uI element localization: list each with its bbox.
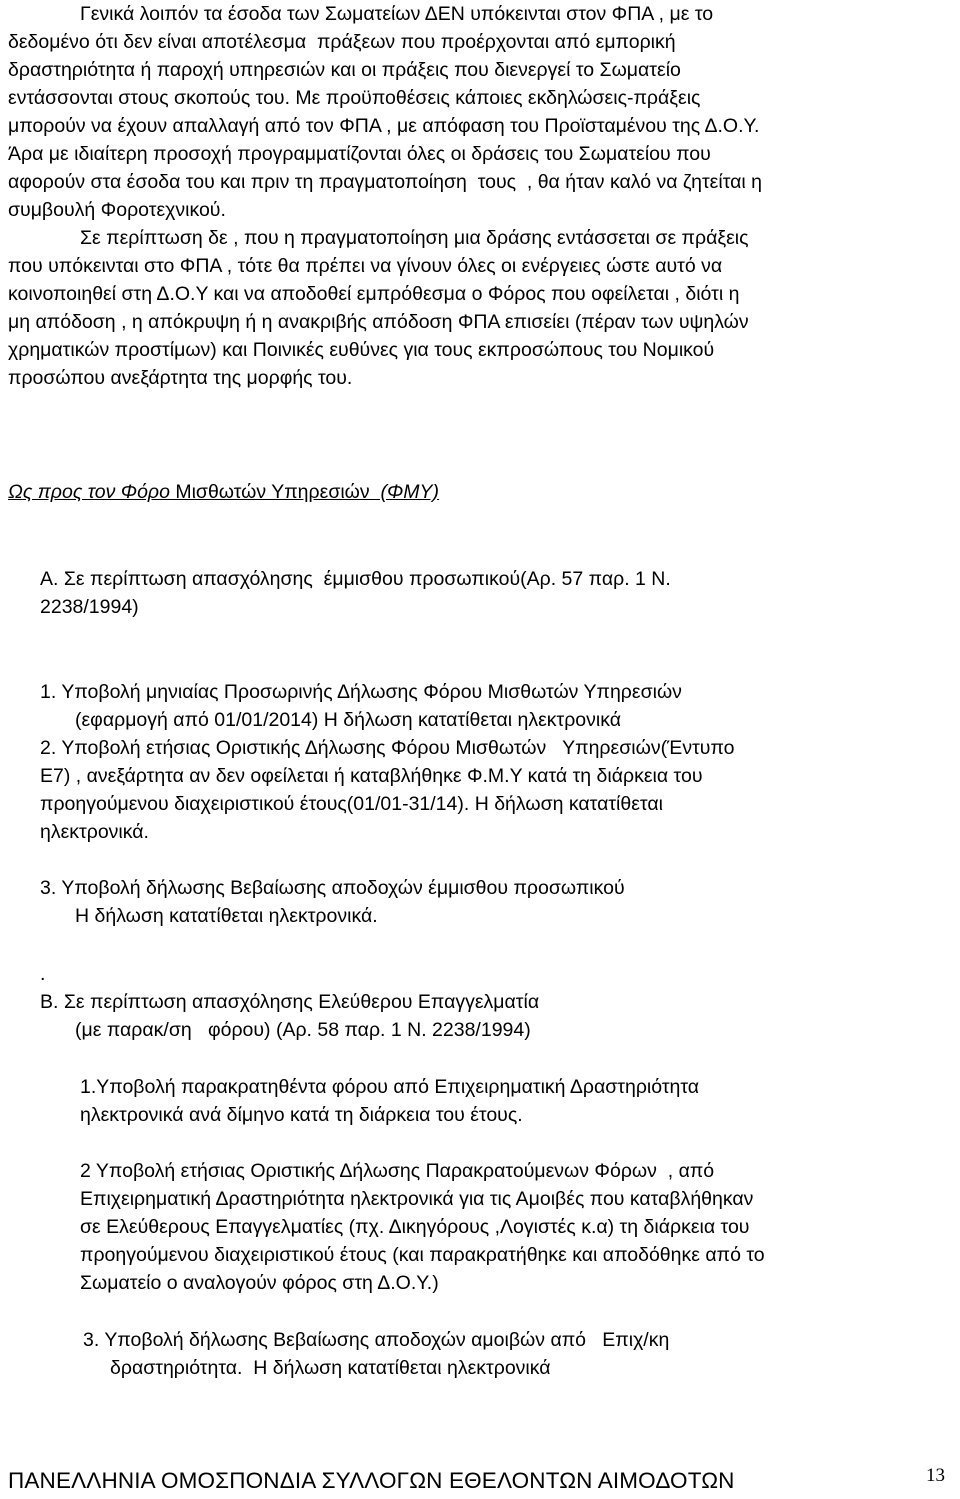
list-item-cont: Σωματείο ο αναλογούν φόρος στη Δ.Ο.Υ.) bbox=[80, 1272, 439, 1294]
footer-organization: ΠΑΝΕΛΛΗΝΙΑ ΟΜΟΣΠΟΝΔΙΑ ΣΥΛΛΟΓΩΝ ΕΘΕΛΟΝΤΩΝ ΑΙΜΟΔΟΤΩΝ bbox=[8, 1468, 735, 1493]
text-line: κοινοποιηθεί στη Δ.Ο.Υ και να αποδοθεί εμπρόθεσμα ο Φόρος που οφείλεται , διότι η bbox=[8, 283, 740, 305]
text-line: εντάσσονται στους σκοπούς του. Με προϋποθέσεις κάποιες εκδηλώσεις-πράξεις bbox=[8, 87, 701, 109]
text-line: προσώπου ανεξάρτητα της μορφής του. bbox=[8, 367, 353, 389]
section-heading-italic: Ως προς τον Φόρο bbox=[8, 481, 170, 503]
list-item-cont: προηγούμενου διαχειριστικού έτους(01/01-31/14). Η δήλωση κατατίθεται bbox=[40, 793, 663, 815]
page-number: 13 bbox=[926, 1465, 945, 1486]
list-item: 2. Υποβολή ετήσιας Οριστικής Δήλωσης Φόρου Μισθωτών Υπηρεσιών(Έντυπο bbox=[40, 737, 735, 759]
list-item: 1. Υποβολή μηνιαίας Προσωρινής Δήλωσης Φόρου Μισθωτών Υπηρεσιών bbox=[40, 681, 682, 703]
list-item-cont: Η δήλωση κατατίθεται ηλεκτρονικά. bbox=[75, 905, 378, 927]
text-line: δραστηριότητα ή παροχή υπηρεσιών και οι πράξεις που διενεργεί το Σωματείο bbox=[8, 59, 681, 81]
text-line: Γενικά λοιπόν τα έσοδα των Σωματείων ΔΕΝ υπόκεινται στον ΦΠΑ , με το bbox=[80, 3, 714, 25]
list-item-cont: ηλεκτρονικά ανά δίμηνο κατά τη διάρκεια του έτους. bbox=[80, 1104, 523, 1126]
stray-dot: . bbox=[40, 963, 46, 985]
list-item: 1.Υποβολή παρακρατηθέντα φόρου από Επιχειρηματική Δραστηριότητα bbox=[80, 1076, 700, 1098]
list-item-cont: προηγούμενου διαχειριστικού έτους (και παρακρατήθηκε και αποδόθηκε από το bbox=[80, 1244, 765, 1266]
text-line: Άρα με ιδιαίτερη προσοχή προγραμματίζονται όλες οι δράσεις του Σωματείου που bbox=[8, 143, 711, 165]
text-line: που υπόκεινται στο ΦΠΑ , τότε θα πρέπει να γίνουν όλες οι ενέργειες ώστε αυτό να bbox=[8, 255, 723, 277]
section-b-title: Β. Σε περίπτωση απασχόλησης Ελεύθερου Επαγγελματία bbox=[40, 991, 540, 1013]
section-a-title: Α. Σε περίπτωση απασχόλησης έμμισθου προσωπικού(Αρ. 57 παρ. 1 Ν. bbox=[40, 568, 671, 590]
list-item-cont: ηλεκτρονικά. bbox=[40, 821, 149, 843]
list-item-cont: σε Ελεύθερους Επαγγελματίες (πχ. Δικηγόρους ,Λογιστές κ.α) τη διάρκεια του bbox=[80, 1216, 750, 1238]
text-line: συμβουλή Φοροτεχνικού. bbox=[8, 199, 226, 221]
text-line: δεδομένο ότι δεν είναι αποτέλεσμα πράξεων που προέρχονται από εμπορική bbox=[8, 31, 676, 53]
section-heading-normal: Μισθωτών Υπηρεσιών bbox=[169, 481, 376, 503]
list-item: 2 Υποβολή ετήσιας Οριστικής Δήλωσης Παρακρατούμενων Φόρων , από bbox=[80, 1160, 715, 1182]
text-line: μπορούν να έχουν απαλλαγή από τον ΦΠΑ , με απόφαση του Προϊσταμένου της Δ.Ο.Υ. bbox=[8, 115, 760, 137]
list-item: 3. Υποβολή δήλωσης Βεβαίωσης αποδοχών αμοιβών από Επιχ/κη bbox=[83, 1329, 670, 1351]
list-item-cont: Ε7) , ανεξάρτητα αν δεν οφείλεται ή καταβλήθηκε Φ.Μ.Υ κατά τη διάρκεια του bbox=[40, 765, 703, 787]
section-b-title-cont: (με παρακ/ση φόρου) (Αρ. 58 παρ. 1 Ν. 2238/1994) bbox=[75, 1019, 531, 1041]
text-line: χρηματικών προστίμων) και Ποινικές ευθύνες για τους εκπροσώπους του Νομικού bbox=[8, 339, 715, 361]
text-line: Σε περίπτωση δε , που η πραγματοποίηση μια δράσης εντάσσεται σε πράξεις bbox=[80, 227, 749, 249]
list-item-cont: Επιχειρηματική Δραστηριότητα ηλεκτρονικά για τις Αμοιβές που καταβλήθηκαν bbox=[80, 1188, 754, 1210]
list-item-cont: δραστηριότητα. Η δήλωση κατατίθεται ηλεκτρονικά bbox=[110, 1357, 551, 1379]
text-line: αφορούν στα έσοδα του και πριν τη πραγματοποίηση τους , θα ήταν καλό να ζητείται η bbox=[8, 171, 763, 193]
section-heading-abbr: (ΦΜΥ) bbox=[375, 481, 440, 503]
text-line: μη απόδοση , η απόκρυψη ή η ανακριβής απόδοση ΦΠΑ επισείει (πέραν των υψηλών bbox=[8, 311, 749, 333]
section-heading bbox=[8, 478, 439, 507]
list-item-cont: (εφαρμογή από 01/01/2014) Η δήλωση κατατίθεται ηλεκτρονικά bbox=[75, 709, 622, 731]
section-a-title-cont: 2238/1994) bbox=[40, 596, 139, 618]
list-item: 3. Υποβολή δήλωσης Βεβαίωσης αποδοχών έμμισθου προσωπικού bbox=[40, 877, 625, 899]
